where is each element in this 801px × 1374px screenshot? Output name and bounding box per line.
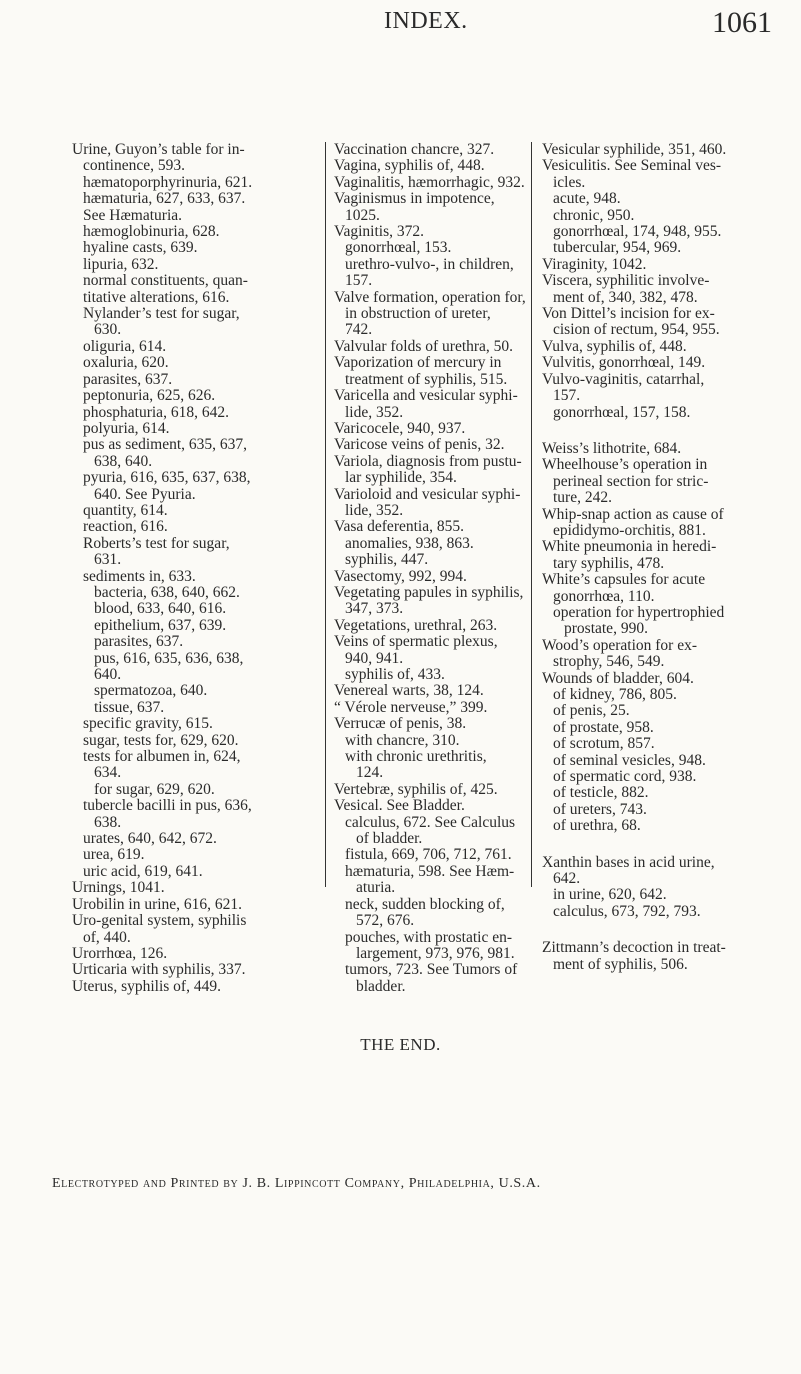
index-subentry: titative alterations, 616. [83,288,230,306]
index-entry: Vertebræ, syphilis of, 425. [334,780,498,798]
index-subentry: 640. See Pyuria. [94,485,196,503]
index-subentry: spermatozoa, 640. [94,682,208,700]
index-entry: Wood’s operation for ex- [542,636,697,654]
index-subentry: in urine, 620, 642. [553,886,667,904]
index-subentry: of, 440. [83,928,131,946]
index-subentry: 1025. [345,206,380,224]
index-entry: Vasectomy, 992, 994. [334,567,467,585]
index-column-1 [72,141,310,995]
index-subentry: lipuria, 632. [83,255,159,273]
index-entry: Valve formation, operation for, [334,288,526,306]
index-entry: Vaccination chancre, 327. [334,141,495,158]
index-subentry: gonorrhœal, 174, 948, 955. [553,223,722,241]
index-subentry: tary syphilis, 478. [553,554,665,572]
index-subentry: lide, 352. [345,501,404,519]
index-subentry: bladder. [356,977,406,995]
index-subentry: of prostate, 958. [553,718,654,736]
index-subentry: ment of, 340, 382, 478. [553,288,698,306]
index-subentry: tests for albumen in, 624, [83,748,241,766]
index-subentry: operation for hypertrophied [553,603,725,621]
index-subentry: of ureters, 743. [553,800,647,818]
index-entry: Variola, diagnosis from pustu- [334,452,522,470]
index-subentry: 631. [94,551,122,569]
index-column-2 [334,141,546,995]
index-subentry: icles. [553,173,586,191]
entry-gap [542,421,786,441]
index-entry: Xanthin bases in acid urine, [542,853,715,871]
index-subentry: calculus, 673, 792, 793. [553,902,701,920]
index-entry: Vaginalitis, hæmorrhagic, 932. [334,173,525,191]
index-subentry: hæmatoporphyrinuria, 621. [83,173,253,191]
index-subentry: gonorrhœal, 153. [345,239,452,257]
index-entry: White’s capsules for acute [542,571,706,589]
index-subentry: cision of rectum, 954, 955. [553,321,720,339]
index-subentry: treatment of syphilis, 515. [345,370,508,388]
index-subentry: See Hæmaturia. [83,206,183,224]
index-subentry: chronic, 950. [553,206,635,224]
index-subentry: urates, 640, 642, 672. [83,830,217,848]
index-entry: Uterus, syphilis of, 449. [72,977,221,995]
index-subentry: acute, 948. [553,190,621,208]
index-entry: Von Dittel’s incision for ex- [542,305,715,323]
index-entry: Vesical. See Bladder. [334,797,465,815]
index-subentry: quantity, 614. [83,501,168,519]
index-entry: Whip-snap action as cause of [542,505,724,523]
index-subentry: hæmaturia, 627, 633, 637. [83,190,246,208]
index-entry: “ Vérole nerveuse,” 399. [334,698,488,716]
index-subentry: 572, 676. [356,912,415,930]
index-subentry: neck, sudden blocking of, [345,895,505,913]
index-entry: Uro-genital system, syphilis [72,912,247,930]
index-entry: Vulvo-vaginitis, catarrhal, [542,370,705,388]
index-subentry: 642. [553,870,581,888]
index-subentry: blood, 633, 640, 616. [94,600,227,618]
index-subentry: parasites, 637. [94,633,184,651]
index-subentry: polyuria, 614. [83,419,170,437]
index-subentry: sugar, tests for, 629, 620. [83,731,239,749]
index-subentry: of testicle, 882. [553,784,649,802]
page-header [0,8,801,58]
index-subentry: Roberts’s test for sugar, [83,534,230,552]
index-entry: White pneumonia in heredi- [542,538,717,556]
index-entry: Varioloid and vesicular syphi- [334,485,521,503]
index-subentry: epididymo-orchitis, 881. [553,521,706,539]
index-subentry: of spermatic cord, 938. [553,768,697,786]
index-subentry: hyaline casts, 639. [83,239,198,257]
index-subentry: pouches, with prostatic en- [345,928,513,946]
index-entry: Viraginity, 1042. [542,255,647,273]
index-subentry: hæmoglobinuria, 628. [83,223,220,241]
index-subentry: sediments in, 633. [83,567,196,585]
index-entry: Vulvitis, gonorrhœal, 149. [542,354,706,372]
index-subentry: aturia. [356,879,396,897]
index-entry: Veins of spermatic plexus, [334,633,498,651]
index-subentry: syphilis, 447. [345,551,429,569]
index-subentry: urethro-vulvo-, in children, [345,255,514,273]
index-subentry: reaction, 616. [83,518,168,536]
index-subentry: continence, 593. [83,157,186,175]
index-subentry: lide, 352. [345,403,404,421]
index-subentry: of seminal vesicles, 948. [553,751,706,769]
index-subentry: of penis, 25. [553,702,630,720]
index-subentry: uric acid, 619, 641. [83,862,203,880]
index-entry: Varicella and vesicular syphi- [334,387,518,405]
index-entry: Wheelhouse’s operation in [542,456,708,474]
index-entry: Vegetating papules in syphilis, [334,583,524,601]
index-entry: Weiss’s lithotrite, 684. [542,439,682,457]
index-column-3 [542,141,786,973]
index-subentry: with chronic urethritis, [345,748,487,766]
index-entry: Zittmann’s decoction in treat- [542,939,726,957]
index-subentry: oliguria, 614. [83,337,167,355]
index-subentry: of scrotum, 857. [553,735,655,753]
index-subentry: gonorrhœa, 110. [553,587,655,605]
index-entry: Venereal warts, 38, 124. [334,682,484,700]
index-subentry: specific gravity, 615. [83,715,213,733]
index-entry: Viscera, syphilitic involve- [542,272,710,290]
index-subentry: 638, 640. [94,452,153,470]
index-subentry: oxaluria, 620. [83,354,169,372]
index-subentry: bacteria, 638, 640, 662. [94,583,240,601]
index-subentry: peptonuria, 625, 626. [83,387,216,405]
index-entry: Vasa deferentia, 855. [334,518,464,536]
index-subentry: in obstruction of ureter, [345,305,491,323]
running-head-title: INDEX. [384,8,468,34]
index-subentry: largement, 973, 976, 981. [356,944,515,962]
index-subentry: tubercle bacilli in pus, 636, [83,797,252,815]
index-subentry: hæmaturia, 598. See Hæm- [345,862,515,880]
index-entry: Varicocele, 940, 937. [334,419,466,437]
index-subentry: of bladder. [356,830,423,848]
index-entry: Valvular folds of urethra, 50. [334,337,514,355]
index-subentry: parasites, 637. [83,370,173,388]
index-subentry: 638. [94,813,122,831]
index-subentry: epithelium, 637, 639. [94,616,227,634]
index-subentry: fistula, 669, 706, 712, 761. [345,846,512,864]
index-subentry: gonorrhœal, 157, 158. [553,403,691,421]
entry-gap [542,920,786,940]
index-entry: Wounds of bladder, 604. [542,669,694,687]
index-subentry: Nylander’s test for sugar, [83,305,240,323]
index-subentry: tumors, 723. See Tumors of [345,961,518,979]
index-entry: Vaporization of mercury in [334,354,502,372]
index-entry: Urticaria with syphilis, 337. [72,961,246,979]
index-subentry: 742. [345,321,373,339]
index-subentry: for sugar, 629, 620. [94,780,215,798]
index-subentry: of urethra, 68. [553,817,641,835]
index-subentry: calculus, 672. See Calculus [345,813,516,831]
index-entry: Vegetations, urethral, 263. [334,616,498,634]
index-subentry: perineal section for stric- [553,472,709,490]
index-subentry: ture, 242. [553,489,612,507]
index-subentry: pus, 616, 635, 636, 638, [94,649,244,667]
index-entry: Vaginismus in impotence, [334,190,495,208]
index-subentry: anomalies, 938, 863. [345,534,474,552]
index-entry: Vesiculitis. See Seminal ves- [542,157,722,175]
index-entry: Vulva, syphilis of, 448. [542,337,687,355]
index-subentry: urea, 619. [83,846,145,864]
index-subentry: normal constituents, quan- [83,272,248,290]
index-subentry: pus as sediment, 635, 637, [83,436,248,454]
index-subentry: 640. [94,666,122,683]
index-subentry: 124. [356,764,384,782]
index-entry: Vesicular syphilide, 351, 460. [542,141,727,158]
printer-imprint: Electrotyped and Printed by J. B. Lippincott Company, Philadelphia, U.S.A. [52,1176,541,1191]
index-subentry: of kidney, 786, 805. [553,686,677,703]
index-entry: Urnings, 1041. [72,879,165,897]
index-subentry: 634. [94,764,122,782]
index-entry: Vagina, syphilis of, 448. [334,157,485,175]
index-entry: Urorrhœa, 126. [72,944,168,962]
index-subentry: 157. [553,387,581,405]
index-subentry: with chancre, 310. [345,731,460,749]
index-subentry: tissue, 637. [94,698,165,716]
index-columns [72,141,792,995]
index-entry: Varicose veins of penis, 32. [334,436,505,454]
entry-gap [542,835,786,855]
index-subentry: prostate, 990. [564,620,648,638]
index-subentry: syphilis of, 433. [345,666,445,683]
index-subentry: ment of syphilis, 506. [553,955,688,973]
the-end-text: THE END. [360,1035,441,1054]
index-subentry: lar syphilide, 354. [345,469,457,487]
index-subentry: 940, 941. [345,649,404,667]
index-entry: Urine, Guyon’s table for in- [72,141,245,158]
index-subentry: pyuria, 616, 635, 637, 638, [83,469,251,487]
index-subentry: phosphaturia, 618, 642. [83,403,229,421]
index-entry: Verrucæ of penis, 38. [334,715,467,733]
index-subentry: 157. [345,272,373,290]
index-entry: Vaginitis, 372. [334,223,424,241]
index-subentry: 347, 373. [345,600,404,618]
page-number: 1061 [712,6,772,39]
index-subentry: 630. [94,321,122,339]
index-subentry: strophy, 546, 549. [553,653,665,671]
index-subentry: tubercular, 954, 969. [553,239,682,257]
index-entry: Urobilin in urine, 616, 621. [72,895,243,913]
